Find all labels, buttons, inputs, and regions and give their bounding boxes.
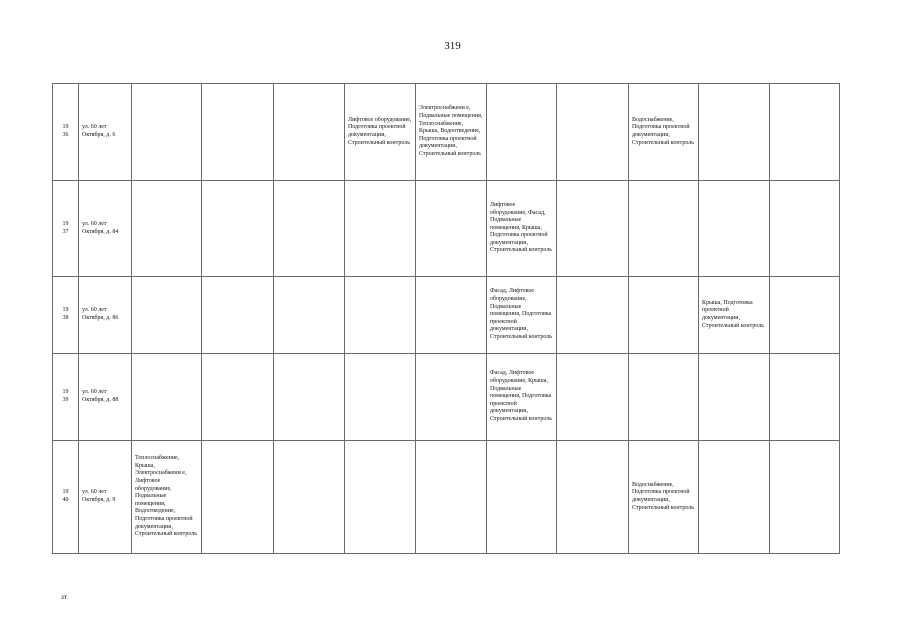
table-cell [557,277,629,354]
table-cell [274,277,345,354]
table-cell [416,354,487,441]
table-cell [629,354,699,441]
table-cell [699,354,770,441]
table-cell [557,354,629,441]
table-cell [202,277,274,354]
table-cell [416,441,487,554]
address-cell: ул. 60 лет Октября, д. 6 [79,84,132,181]
table-cell: Водоснабжение, Подготовка проектной документации, Строительный контроль [629,84,699,181]
table-cell [699,441,770,554]
table-cell [132,181,202,277]
table-cell [345,181,416,277]
table-cell [345,354,416,441]
works-schedule-table [52,83,840,554]
row-number: 19 39 [53,354,79,441]
table-cell [770,354,840,441]
table-row [53,441,840,554]
table-cell [416,277,487,354]
table-cell [699,84,770,181]
table-cell [345,441,416,554]
table-cell [202,354,274,441]
address-cell: ул. 60 лет Октября, д. 84 [79,181,132,277]
table-cell [487,84,557,181]
address-cell: ул. 60 лет Октября, д. 9 [79,441,132,554]
table-cell: Фасад, Лифтовое оборудование, Крыша, Подвальные помещения, Подготовка проектной документации, Строительный контроль [487,354,557,441]
table-cell [274,84,345,181]
table-cell [629,181,699,277]
table-cell [699,181,770,277]
table-cell [132,277,202,354]
table-cell [557,181,629,277]
table-cell [416,181,487,277]
row-number: 19 40 [53,441,79,554]
table-cell [770,84,840,181]
table-cell [132,354,202,441]
table-cell [202,84,274,181]
address-cell: ул. 60 лет Октября, д. 86 [79,277,132,354]
address-cell: ул. 60 лет Октября, д. 88 [79,354,132,441]
table-cell [202,441,274,554]
page-number: 319 [444,40,461,52]
table-row [53,277,840,354]
table-cell: Лифтовое оборудование, Подготовка проектной документации, Строительный контроль [345,84,416,181]
row-number: 19 37 [53,181,79,277]
table-cell: Электроснабжени е, Подвальные помещения, Теплоснабжение, Крыша, Водоотведение, Подготовка проектной документации, Строительный контроль [416,84,487,181]
table-row [53,84,840,181]
table-cell: Теплоснабжение, Крыша, Электроснабжени е, Лифтовое оборудование, Подвальные помещения, Водоотведение, Подготовка проектной документации, Строительный контроль [132,441,202,554]
table-row [53,181,840,277]
footer-mark: зт [61,593,67,601]
table-cell [274,354,345,441]
table-cell [274,441,345,554]
table-cell [132,84,202,181]
table-cell: Фасад, Лифтовое оборудование, Подвальные помещения, Подготовка проектной документации, Строительный контроль [487,277,557,354]
table-cell [770,441,840,554]
table-cell [770,181,840,277]
table-row [53,354,840,441]
table-cell [487,441,557,554]
table-cell: Крыша, Подготовка проектной документации, Строительный контроль [699,277,770,354]
table-cell [557,441,629,554]
table-cell [629,277,699,354]
table-cell: Лифтовое оборудование, Фасад, Подвальные помещения, Крыша, Подготовка проектной документации, Строительный контроль [487,181,557,277]
row-number: 19 36 [53,84,79,181]
row-number: 19 38 [53,277,79,354]
table-cell [274,181,345,277]
table-cell [557,84,629,181]
table-cell [345,277,416,354]
table-cell [770,277,840,354]
table-cell [202,181,274,277]
table-cell: Водоснабжение, Подготовка проектной документации, Строительный контроль [629,441,699,554]
